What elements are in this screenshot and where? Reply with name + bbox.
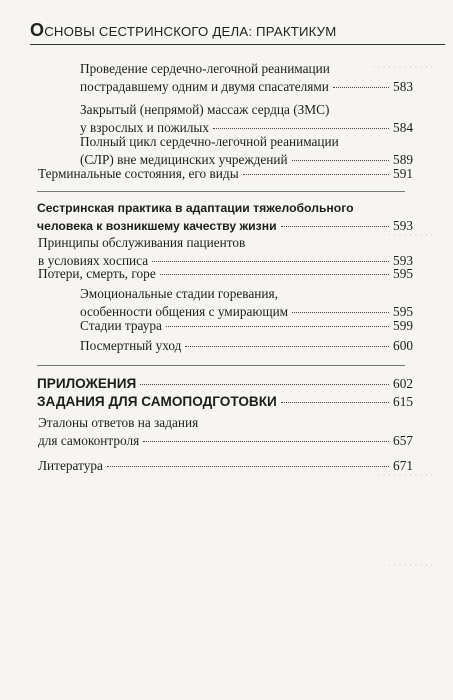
dot-leader: [160, 274, 389, 275]
toc-line: [37, 199, 413, 217]
toc-entry[interactable]: [80, 133, 413, 169]
toc-entry-title-cont: человека к возникшему качеству жизни: [37, 219, 277, 233]
toc-line: [38, 265, 413, 283]
toc-line: [80, 133, 413, 151]
toc-page-number: 584: [393, 120, 413, 135]
dot-leader: [185, 346, 389, 347]
toc-page-number: 583: [393, 79, 413, 94]
toc-line: [80, 337, 413, 355]
toc-line: [38, 414, 413, 432]
toc-entry[interactable]: [38, 165, 413, 183]
dot-leader: [292, 160, 389, 161]
dot-leader: [281, 402, 389, 403]
dot-leader: [281, 226, 389, 227]
toc-entry-title: Сестринская практика в адаптации тяжелобольного: [37, 201, 354, 215]
toc-entry[interactable]: [37, 375, 413, 393]
toc-entry[interactable]: [80, 60, 413, 96]
dot-leader: [333, 87, 389, 88]
show-through-mark: · · · · · · · · · · · ·: [372, 62, 433, 72]
toc-line: [38, 165, 413, 183]
toc-line: [38, 234, 413, 252]
toc-page-number: 589: [393, 152, 413, 167]
dot-leader: [292, 312, 389, 313]
toc-line: [80, 285, 413, 303]
dot-leader: [152, 261, 389, 262]
toc-line: [37, 217, 413, 235]
dot-leader: [213, 128, 389, 129]
toc-line: [38, 432, 413, 450]
toc-entry-title: Посмертный уход: [80, 338, 182, 353]
toc-line: [37, 375, 413, 393]
toc-page-number: 615: [393, 394, 413, 409]
toc-entry[interactable]: [38, 457, 413, 475]
toc-page-number: 671: [393, 458, 413, 473]
dot-leader: [166, 326, 389, 327]
dot-leader: [243, 174, 389, 175]
toc-page-number: 600: [393, 338, 413, 353]
toc-page-number: 602: [393, 376, 413, 391]
toc-entry-title-cont: особенности общения с умирающим: [80, 304, 289, 319]
toc-entry[interactable]: [80, 317, 413, 335]
toc-page-number: 591: [393, 166, 413, 181]
section-divider: [37, 191, 405, 192]
toc-line: [38, 457, 413, 475]
toc-entry-title: Эмоциональные стадии горевания,: [80, 286, 278, 301]
toc-line: [80, 78, 413, 96]
toc-entry-title-cont: (СЛР) вне медицинских учреждений: [80, 152, 288, 167]
toc-entry-title: ПРИЛОЖЕНИЯ: [37, 376, 137, 391]
toc-entry-title: Литература: [38, 458, 103, 473]
toc-entry[interactable]: [80, 285, 413, 321]
toc-entry-title: Принципы обслуживания пациентов: [38, 235, 246, 250]
show-through-mark: · · · · · · · · ·: [388, 230, 433, 240]
toc-entry[interactable]: [38, 265, 413, 283]
toc-entry[interactable]: [80, 101, 413, 137]
toc-page-number: 657: [393, 433, 413, 448]
toc-page-number: 593: [393, 218, 413, 233]
toc-entry[interactable]: [38, 414, 413, 450]
toc-line: [80, 101, 413, 119]
toc-entry-title: Полный цикл сердечно-легочной реанимации: [80, 134, 339, 149]
toc-line: [80, 317, 413, 335]
toc-entry-title-cont: в условиях хосписа: [38, 253, 149, 268]
toc-page-number: 595: [393, 304, 413, 319]
toc-line: [80, 60, 413, 78]
running-head-text: СНОВЫ СЕСТРИНСКОГО ДЕЛА: ПРАКТИКУМ: [44, 24, 337, 39]
toc-entry-title: Стадии траура: [80, 318, 162, 333]
section-divider: [37, 365, 405, 366]
running-head: [30, 20, 443, 41]
dot-leader: [140, 384, 389, 385]
toc-entry-title: ЗАДАНИЯ ДЛЯ САМОПОДГОТОВКИ: [37, 394, 277, 409]
toc-entry-title: Закрытый (непрямой) массаж сердца (ЗМС): [80, 102, 330, 117]
show-through-mark: · · · · · · · · ·: [388, 560, 433, 570]
header-rule: [30, 44, 445, 45]
toc-entry-title: Эталоны ответов на задания: [38, 415, 199, 430]
running-head-initial: О: [30, 20, 45, 40]
toc-entry-title-cont: для самоконтроля: [38, 433, 140, 448]
toc-entry[interactable]: [37, 393, 413, 411]
dot-leader: [143, 441, 389, 442]
toc-entry-title: Проведение сердечно-легочной реанимации: [80, 61, 330, 76]
toc-page-number: 595: [393, 266, 413, 281]
toc-page-number: 593: [393, 253, 413, 268]
dot-leader: [107, 466, 389, 467]
toc-entry-title: Терминальные состояния, его виды: [38, 166, 239, 181]
toc-page-number: 599: [393, 318, 413, 333]
show-through-mark: · · · · · · · · · · ·: [377, 470, 433, 480]
toc-entry-title-cont: у взрослых и пожилых: [80, 120, 209, 135]
toc-entry[interactable]: [37, 199, 413, 235]
toc-entry-title-cont: пострадавшему одним и двумя спасателями: [80, 79, 329, 94]
toc-entry[interactable]: [80, 337, 413, 355]
toc-entry-title: Потери, смерть, горе: [38, 266, 156, 281]
toc-line: [37, 393, 413, 411]
